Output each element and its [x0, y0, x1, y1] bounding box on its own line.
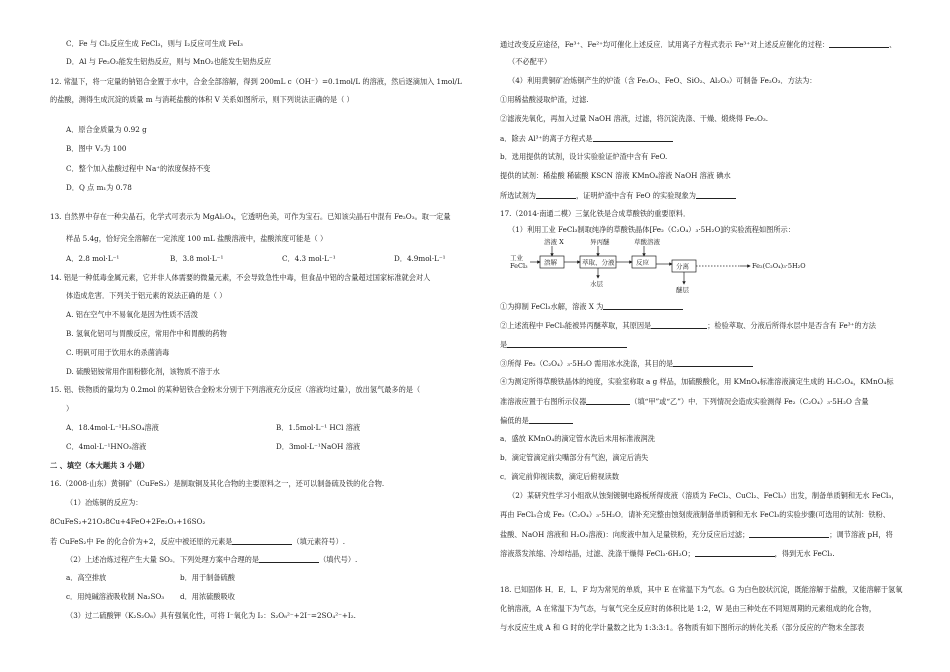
q13-option-a: A．2.8 mol·L⁻¹	[66, 254, 120, 263]
q13-option-d: D．4.9mol·L⁻¹	[394, 254, 446, 263]
q16-part1: （1）冶炼铜的反应为：	[66, 498, 143, 507]
flow-extract: 萃取、分液	[582, 258, 615, 267]
q18-stem-1: 18. 已知固体 H．E．L．F 均为常见的单质，其中 E 在常温下为气态。G 为白色胶状沉淀，既能溶解于盐酸，又能溶解于氢氧	[500, 585, 903, 594]
q17-sub2-cont-text: 是	[500, 339, 508, 349]
r-line-4: ①用稀盐酸浸取炉渣，过滤.	[500, 95, 589, 104]
flow-reagent-x: 溶液 X	[544, 238, 564, 246]
answer-blank	[259, 555, 319, 563]
q16-option-a: a．高空排放	[66, 573, 107, 582]
flow-react: 反应	[636, 258, 649, 267]
q17-part2-2: 再由 FeCl₃合成 Fe₂（C₂O₄）₃·5H₂O．请补充完整由蚀刻废液制备单质铜和无水 FeCl₃的实验步骤(可选用的试剂：铁粉、	[500, 510, 890, 519]
answer-blank	[829, 40, 889, 48]
q14-option-d: D. 硫酸铝铵常用作面粉膨化剂，该物质不溶于水	[66, 367, 220, 376]
q17-sub4-end-text: 偏低的是	[500, 415, 529, 425]
q12-stem-1: 12. 常温下，将一定量的钠铝合金置于水中，合金全部溶解，得到 200mL c（OH⁻）=0.1mol/L 的溶液，然后逐滴加入 1mol/L	[50, 77, 462, 86]
answer-blank	[651, 321, 707, 329]
q17-sub4-text: 准溶液应置于右图所示仪器	[500, 396, 587, 406]
q16-part1-question	[50, 537, 345, 545]
q17-sub4-end	[500, 416, 573, 424]
q17-option-a: a．盛放 KMnO₄的滴定管水洗后未用标准液润洗	[500, 434, 655, 443]
section-2-heading: 二 、填空（本大题共 3 小题）	[50, 461, 149, 470]
q16-part1-text: 若 CuFeS₂中 Fe 的化合价为+2，反应中被还原的元素是	[50, 536, 233, 546]
answer-blank	[593, 134, 673, 142]
flow-ether: 异丙醚	[590, 238, 610, 246]
q15-option-c: C．4mol·L⁻¹HNO₃溶液	[66, 442, 147, 451]
q17-part2-4	[500, 549, 835, 557]
r-line-9-text: 所选试剂为	[500, 190, 536, 200]
q17-part2-1: （2）某研究性学习小组欲从蚀刻镀铜电路板所得废液（溶质为 FeCl₂、CuCl₂、FeCl₃）出发，制备单质铜和无水 FeCl₃，	[508, 491, 899, 500]
q16-part2-tail: （填代号）.	[319, 554, 358, 564]
q15-stem-1: 15. 铝、铁物质的量均为 0.2mol 的某种铝铁合金粉末分别于下列溶液充分反应（溶液均过量），放出氢气最多的是（	[50, 385, 421, 394]
flow-start-label-1: 工业	[510, 254, 523, 262]
q13-option-b: B．3.8 mol·L⁻¹	[170, 254, 224, 263]
answer-blank	[536, 191, 576, 199]
flow-separate: 分离	[676, 262, 689, 271]
q12-stem-2: 的盐酸，测得生成沉淀的质量 m 与消耗盐酸的体积 V 关系如图所示，则下列说法正确的是（ ）	[50, 95, 354, 104]
q17-part2-3-tail: ；调节溶液 pH，将	[829, 529, 893, 539]
q11-option-c: C．Fe 与 Cl₂反应生成 FeCl₃，则与 I₂反应可生成 FeI₃	[66, 39, 243, 48]
r-line-3: （4）利用黄铜矿冶炼铜产生的炉渣（含 Fe₂O₃、FeO、SiO₂、Al₂O₃）可制备 Fe₂O₃．方法为：	[508, 76, 817, 85]
answer-blank	[529, 416, 573, 424]
answer-blank	[696, 191, 736, 199]
q14-option-b: B. 氢氧化铝可与胃酸反应，常用作中和胃酸的药物	[66, 329, 227, 338]
q16-option-d: d．用浓硫酸吸收	[180, 592, 235, 601]
q16-stem: 16.（2008·山东）黄铜矿（CuFeS₂）是制取铜及其化合物的主要原料之一，还可以制备硫及铁的化合物.	[50, 479, 385, 488]
q13-option-c: C．4.3 mol·L⁻¹	[282, 254, 336, 263]
r-line-5: ②滤液先氧化，再加入过量 NaOH 溶液，过滤，将沉淀洗涤、干燥、煅烧得 Fe₂O₃.	[500, 114, 769, 123]
q13-stem-2: 样品 5.4g，恰好完全溶解在一定浓度 100 mL 盐酸溶液中，盐酸浓度可能是（ ）	[66, 234, 328, 243]
answer-blank	[232, 537, 292, 545]
q17-part2-3	[500, 530, 893, 538]
answer-blank	[603, 302, 683, 310]
q17-sub4: ④为测定所得草酸铁晶体的纯度，实验室称取 a g 样品，加硫酸酸化，用 KMnO₄标准溶液滴定生成的 H₂C₂O₄，KMnO₄标	[500, 377, 894, 386]
q14-stem-1: 14. 铝是一种低毒金属元素，它并非人体需要的微量元素，不会导致急性中毒，但食品中铝的含量超过国家标准就会对人	[50, 273, 431, 282]
q17-option-c: c．滴定前仰视读数，滴定后俯视读数	[500, 472, 620, 481]
r-line-6	[500, 134, 673, 142]
process-flow-diagram	[510, 236, 810, 306]
answer-blank	[507, 340, 627, 348]
r-line-9-tail: ，证明炉渣中含有 FeO 的实验现象为	[575, 190, 696, 200]
q11-option-d: D．Al 与 Fe₂O₃能发生铝热反应，则与 MnO₂也能发生铝热反应	[66, 57, 272, 66]
q16-part2-question	[66, 555, 357, 563]
q17-sub4-cont	[500, 397, 869, 405]
q18-stem-3: 与水反应生成 A 和 G 时的化学计量数之比为 1:3:3:1。各物质有如下图所示的转化关系（部分反应的产物未全部表	[500, 623, 865, 632]
r-line-2: （不必配平）	[508, 57, 552, 66]
q14-stem-2: 体造成危害．下列关于铝元素的说法正确的是（ ）	[66, 291, 227, 300]
q17-sub2-text: ②上述流程中 FeCl₃能被异丙醚萃取，其原因是	[500, 320, 652, 330]
q14-option-c: C. 明矾可用于饮用水的杀菌消毒	[66, 348, 170, 357]
flow-oxalic: 草酸溶液	[634, 238, 660, 246]
q17-part2-4-tail: ，得到无水 FeCl₃.	[774, 548, 835, 558]
r-line-7: b．选用提供的试剂，设计实验验证炉渣中含有 FeO.	[500, 152, 668, 161]
q17-sub3-text: ③所得 Fe₂（C₂O₄）₃·5H₂O 需用冰水洗涤，其目的是	[500, 358, 674, 368]
r-line-1-text: 通过改变反应途径，Fe³⁺、Fe²⁺均可催化上述反应．试用离子方程式表示 Fe³⁺对上述反应催化的过程：	[500, 39, 830, 49]
q17-part2-4-text: 溶液蒸发浓缩、冷却结晶，过滤、洗涤干燥得 FeCl₃·6H₂O；	[500, 548, 695, 558]
q16-equation: 8CuFeS₂+21O₂8Cu+4FeO+2Fe₂O₃+16SO₂	[50, 517, 206, 526]
flow-start-label-2: FeCl₃	[510, 262, 528, 270]
q15-option-a: A．18.4mol·L⁻¹H₂SO₄溶液	[66, 423, 159, 432]
q17-sub2-cont	[500, 340, 627, 348]
answer-blank	[695, 549, 775, 557]
flow-ether-layer: 醚层	[676, 286, 689, 294]
q17-part1: （1）利用工业 FeCl₃制取纯净的草酸铁晶体[Fe₂（C₂O₄）₃·5H₂O]的实验流程如图所示：	[508, 225, 795, 234]
q16-part3: （3）过二硫酸钾（K₂S₂O₈）具有强氧化性，可将 I⁻氧化为 I₂：S₂O₈²⁻+2I⁻=2SO₄²⁻+I₂.	[66, 611, 356, 620]
q16-option-b: b．用于制备硫酸	[180, 573, 235, 582]
answer-blank	[586, 397, 630, 405]
q17-sub3	[500, 359, 753, 367]
r-line-6-text: a．除去 Al³⁺的离子方程式是	[500, 133, 593, 143]
q12-option-a: A．原合金质量为 0.92 g	[66, 125, 147, 134]
q15-option-b: B．1.5mol·L⁻¹ HCl 溶液	[276, 423, 361, 432]
r-line-9	[500, 191, 736, 199]
q16-part1-tail: （填元素符号）.	[292, 536, 346, 546]
r-line-1	[500, 40, 896, 48]
flow-dissolve: 溶解	[544, 258, 557, 267]
answer-blank	[673, 359, 753, 367]
q17-part2-3-text: 盐酸、NaOH 溶液和 H₂O₂溶液)：向废液中加入足量铁粉，充分反应后过滤；	[500, 529, 750, 539]
q18-stem-2: 化钠溶液，A 在常温下为气态，与氧气完全反应时的体积比是 1:2，W 是由三种处在不同短周期的元素组成的化合物，	[500, 604, 877, 613]
q12-option-c: C．整个加入盐酸过程中 Na⁺的浓度保持不变	[66, 164, 211, 173]
flow-water-layer: 水层	[590, 280, 603, 288]
r-line-8: 提供的试剂：稀盐酸 稀硫酸 KSCN 溶液 KMnO₄溶液 NaOH 溶液 碘水	[500, 171, 731, 180]
q14-option-a: A. 铝在空气中不易氧化是因为性质不活泼	[66, 310, 198, 319]
q15-stem-2: ）	[66, 404, 74, 413]
q17-sub1	[500, 302, 683, 310]
flow-product: Fe₂(C₂O₄)₃·5H₂O	[752, 262, 806, 270]
q12-option-d: D．Q 点 m₁为 0.78	[66, 183, 132, 192]
q12-option-b: B．图中 V₂为 100	[66, 144, 127, 153]
q17-sub2	[500, 321, 876, 329]
r-line-1-sep: 、	[889, 39, 897, 49]
q16-option-c: c．用纯碱溶液吸收制 Na₂SO₃	[66, 592, 165, 601]
q17-option-b: b．滴定管滴定前尖嘴部分有气泡，滴定后消失	[500, 453, 649, 462]
q17-stem: 17.（2014·南通二模）三氯化铁是合成草酸铁的重要原料．	[500, 209, 691, 218]
q15-option-d: D．3mol·L⁻¹NaOH 溶液	[276, 442, 361, 451]
q13-stem-1: 13. 自然界中存在一种尖晶石，化学式可表示为 MgAl₂O₄，它透明色美，可作为宝石。已知该尖晶石中混有 Fe₂O₃。取一定量	[50, 212, 451, 221]
answer-blank	[749, 530, 829, 538]
q17-sub4-tail: （填“甲”或“乙”）中．下列情况会造成实验测得 Fe₂（C₂O₄）₃·5H₂O 含量	[630, 396, 869, 406]
q16-part2-text: （2）上述冶炼过程产生大量 SO₂．下列处理方案中合理的是	[66, 554, 260, 564]
q17-sub2-tail: ；检验萃取、分液后所得水层中是否含有 Fe³⁺的方法	[707, 320, 876, 330]
q17-sub1-text: ①为抑制 FeCl₃水解，溶液 X 为	[500, 301, 604, 311]
